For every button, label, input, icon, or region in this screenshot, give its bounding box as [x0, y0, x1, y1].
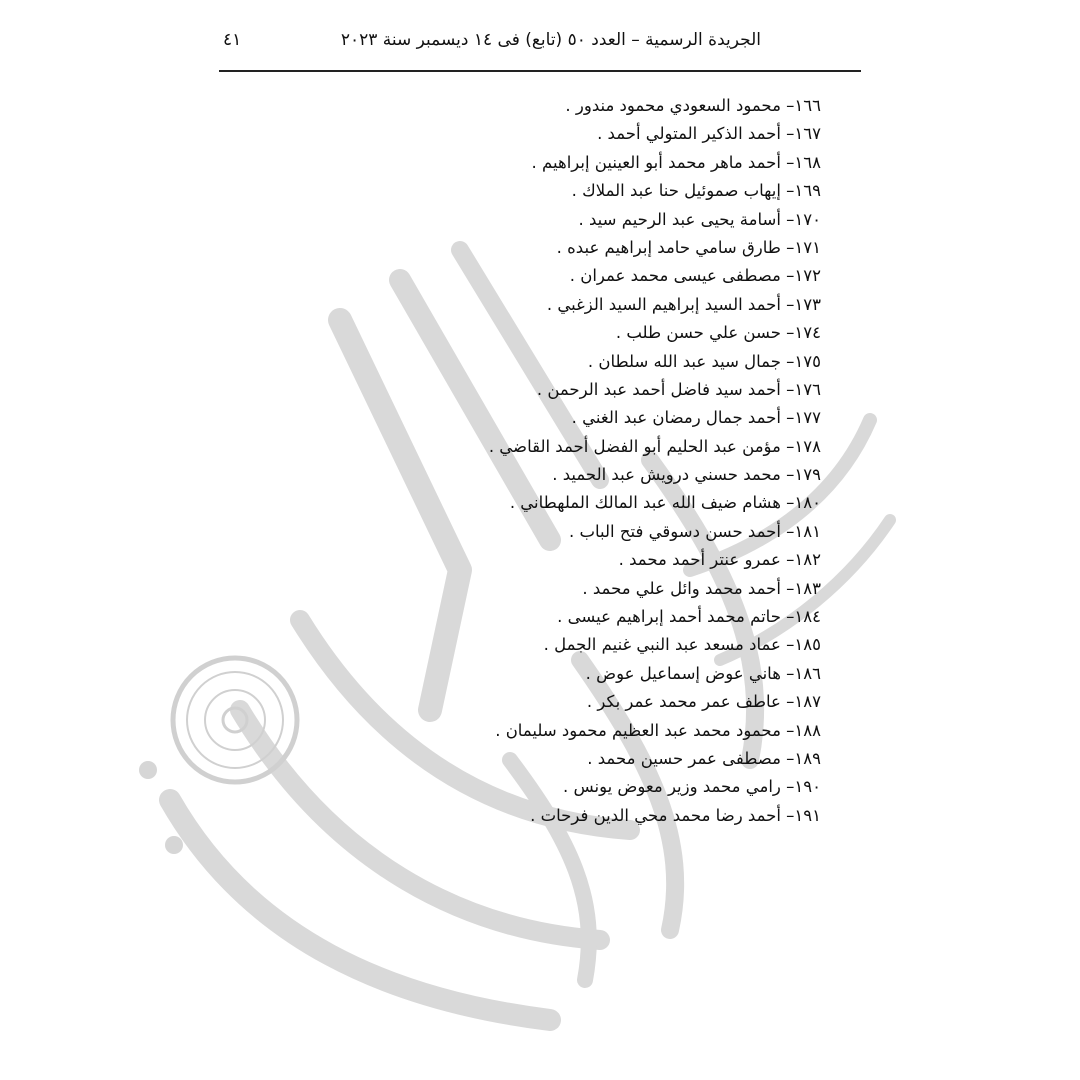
list-item: ١٦٨– أحمد ماهر محمد أبو العينين إبراهيم .: [531, 152, 821, 172]
list-item: ١٧٧– أحمد جمال رمضان عبد الغني .: [571, 408, 821, 428]
list-item: ١٧٤– حسن علي حسن طلب .: [615, 323, 821, 343]
list-item: ١٨٨– محمود محمد عبد العظيم محمود سليمان .: [495, 720, 821, 740]
watermark-seal: [173, 658, 297, 782]
list-item: ١٨١– أحمد حسن دسوقي فتح الباب .: [568, 521, 821, 541]
list-item: ١٨٩– مصطفى عمر حسين محمد .: [587, 748, 821, 768]
watermark-dots: [139, 761, 183, 854]
watermark-stroke: [170, 800, 550, 1020]
page-header: [219, 30, 861, 62]
list-item: ١٧٦– أحمد سيد فاضل أحمد عبد الرحمن .: [536, 379, 821, 399]
list-item: ١٧٨– مؤمن عبد الحليم أبو الفضل أحمد القاضي .: [488, 436, 821, 456]
list-item: ١٧٠– أسامة يحيى عبد الرحيم سيد .: [578, 209, 821, 229]
list-item: ١٦٩– إيهاب صموئيل حنا عبد الملاك .: [571, 181, 821, 201]
list-item: ١٨٣– أحمد محمد وائل علي محمد .: [582, 578, 821, 598]
list-item: ١٨٦– هاني عوض إسماعيل عوض .: [585, 663, 821, 683]
watermark-stroke: [340, 320, 460, 710]
list-item: ١٨٠– هشام ضيف الله عبد المالك الملهطاني .: [509, 493, 821, 513]
gazette-title: الجريدة الرسمية – العدد ٥٠ (تابع) فى ١٤ ديسمبر سنة ٢٠٢٣: [340, 30, 761, 50]
header-divider: [219, 70, 861, 72]
list-item: ١٩١– أحمد رضا محمد محي الدين فرحات .: [530, 805, 821, 825]
list-item: ١٧٣– أحمد السيد إبراهيم السيد الزغبي .: [546, 294, 821, 314]
list-item: ١٨٧– عاطف عمر محمد عمر بكر .: [586, 692, 821, 712]
names-list: [489, 92, 821, 830]
list-item: ١٦٦– محمود السعودي محمود مندور .: [565, 96, 821, 115]
list-item: ١٨٢– عمرو عنتر أحمد محمد .: [618, 550, 821, 570]
list-item: ١٧٥– جمال سيد عبد الله سلطان .: [587, 351, 821, 371]
list-item: ١٧٩– محمد حسني درويش عبد الحميد .: [552, 465, 821, 485]
list-item: ١٧١– طارق سامي حامد إبراهيم عبده .: [556, 237, 821, 257]
list-item: ١٦٧– أحمد الذكير المتولي أحمد .: [597, 124, 821, 144]
list-item: ١٨٤– حاتم محمد أحمد إبراهيم عيسى .: [557, 607, 821, 627]
list-item: ١٩٠– رامي محمد وزير معوض يونس .: [562, 777, 821, 797]
list-item: ١٨٥– عماد مسعد عبد النبي غنيم الجمل .: [543, 635, 821, 655]
page-number: ٤١: [223, 30, 242, 50]
list-item: ١٧٢– مصطفى عيسى محمد عمران .: [569, 266, 821, 286]
